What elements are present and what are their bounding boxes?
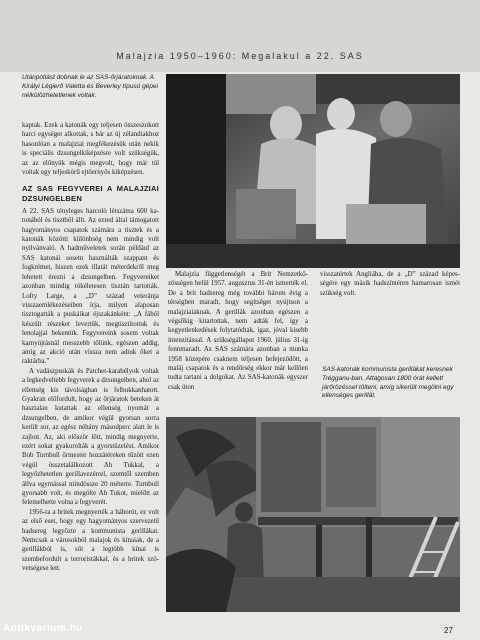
paragraph: 1956-ra a britek megnyerték a háborút, ez volt az első eset, hogy egy hagyományos szervezetű hadsereg legyőzte a kommunista gerillákat. Nemcsak a városokból malajok és kínaiak, de a gerillákból is, sőt a legtöbb kínai is szembefordult a terroristákkal, és a britek szövetségese lett. (22, 508, 159, 573)
page-number: 27 (444, 626, 453, 635)
running-head: Malajzia 1950–1960: Megalakul a 22. SAS (116, 51, 364, 61)
left-text-column (22, 121, 159, 574)
watermark-text: Antikvarium.hu (3, 623, 83, 634)
paragraph: Malajzia függetlenségét a Brit Nemzetközösségen belül 1957. augusztus 31-én ismerték el. De a brit hadsereg még további három évig a térségben maradt, hogy segítséget nyújtson a malajziaiaknak. A gerillák azonban egészen a végsőkig kitartottak, nem adták fel, így a kegyetlenkedések folytatódtak, igaz, jóval kisebb intenzitással. A szükségállapot 1960. július 31-ig fennmaradt. Az SAS számára azonban a munka 1958 közepére csaknem teljesen befejeződött, a maláj csapatok és a rendőrség ekkor már kellően tudta tartani a dolgokat. Az SAS-katonák egyszer csak úton (168, 271, 308, 391)
bottom-photo-caption: SAS-katonák kommunista gerillákat keresnek Trégganu-ban. Attagosan 1800 órát kellett járőrözéssel tölteni, amíg sikerült megölni egy ellenséges gerillát. (322, 366, 454, 400)
paragraph: kaptak. Ezek a katonák egy teljesen összeszokott harci egységet alkottak, s bár az új zélandiakhoz hasonlóan a malajziai megfékezésük után nekik is speciális dzsungelkiképzésre volt szükségük, az az előnyük mégis megvolt, hogy már túl voltak egy teljeskörű ejtőernyős kiképzésen. (22, 122, 159, 177)
paragraph: visszatértek Angliába, de a „D” század képességére egy másik hadszíntéren hamarosan ismét szükség volt. (320, 271, 460, 297)
top-photo (166, 74, 460, 268)
paragraph: A vadászpuskák és Patchet-karabélyok voltak a legkedveltebb fegyverek a dzsungelben, ahol az ellenség kis távolságban is felbukkanhatott. Gyakran előfordult, hogy az őrjáratok beteken át hasztalan kutattak az ellenség nyomát a dzsungelben, de amikor végül gyorsan sorra került sor, az egész néhány másodperc alatt le is zajlott. Az, aki először lőtt, mindig megnyerte, ezért sokat gyakorolták a gyorstüzelést. Amikor Bob Turnbull őrmester hozzátéreken tűzött ezen végül összetalálkozott Ah Tukkal, a legyőzhetetlen gerillavezérrel, szemtől szemben állva egymással mindössze 20 méterre. Turnbull gyorsabb volt, és megölte Ah Tukot, mielőtt az felemelhette volna a fegyverét. (22, 367, 159, 507)
jungle-hut-photo (166, 417, 460, 612)
header-band (0, 0, 480, 72)
middle-text-column (168, 270, 308, 392)
right-text-column (320, 270, 460, 298)
section-subheading: AZ SAS FEGYVEREI A MALAJZIAI DZSUNGELBEN (22, 184, 159, 203)
paragraph: A 22. SAS tényleges harcoló létszáma 600 katonából és tisztből állt. Az ezred által támogatott hagyományos csapatok számára a tisztek és a katonák közötti különbség nem mindig volt nyilvánvaló. A hadműveletek során például az SAS katonái sosem használták szappant és fogkrémet, hiszen ezek illatát méterdekről meg lehetett érezni a dzsungelben. Fegyvereiket azonban mindig tökéletesen tisztán tartották. Lofty Large, a „D” század veteránja visszaemlékezéseiben írja, milyen alaposan tisztogatták a puskáikat éjszakánként: „A fából készült részeket levertük, megtisztítottuk és lenolajjal bekentük. Fegyvereink sosem voltak karnyújtásnál messzebb tőlünk, egészen addig, amíg az akció után vissza nem adtuk őket a raktárba.” (22, 207, 159, 366)
bottom-photo (166, 417, 460, 612)
aircraft-interior-photo (166, 74, 460, 268)
top-photo-caption: Utánpótlást dobnak le az SAS-őrjáratoknak. A Királyi Légierő Valetta és Beverley típusú gépei nélkülözhetetlenek voltak. (22, 74, 158, 99)
